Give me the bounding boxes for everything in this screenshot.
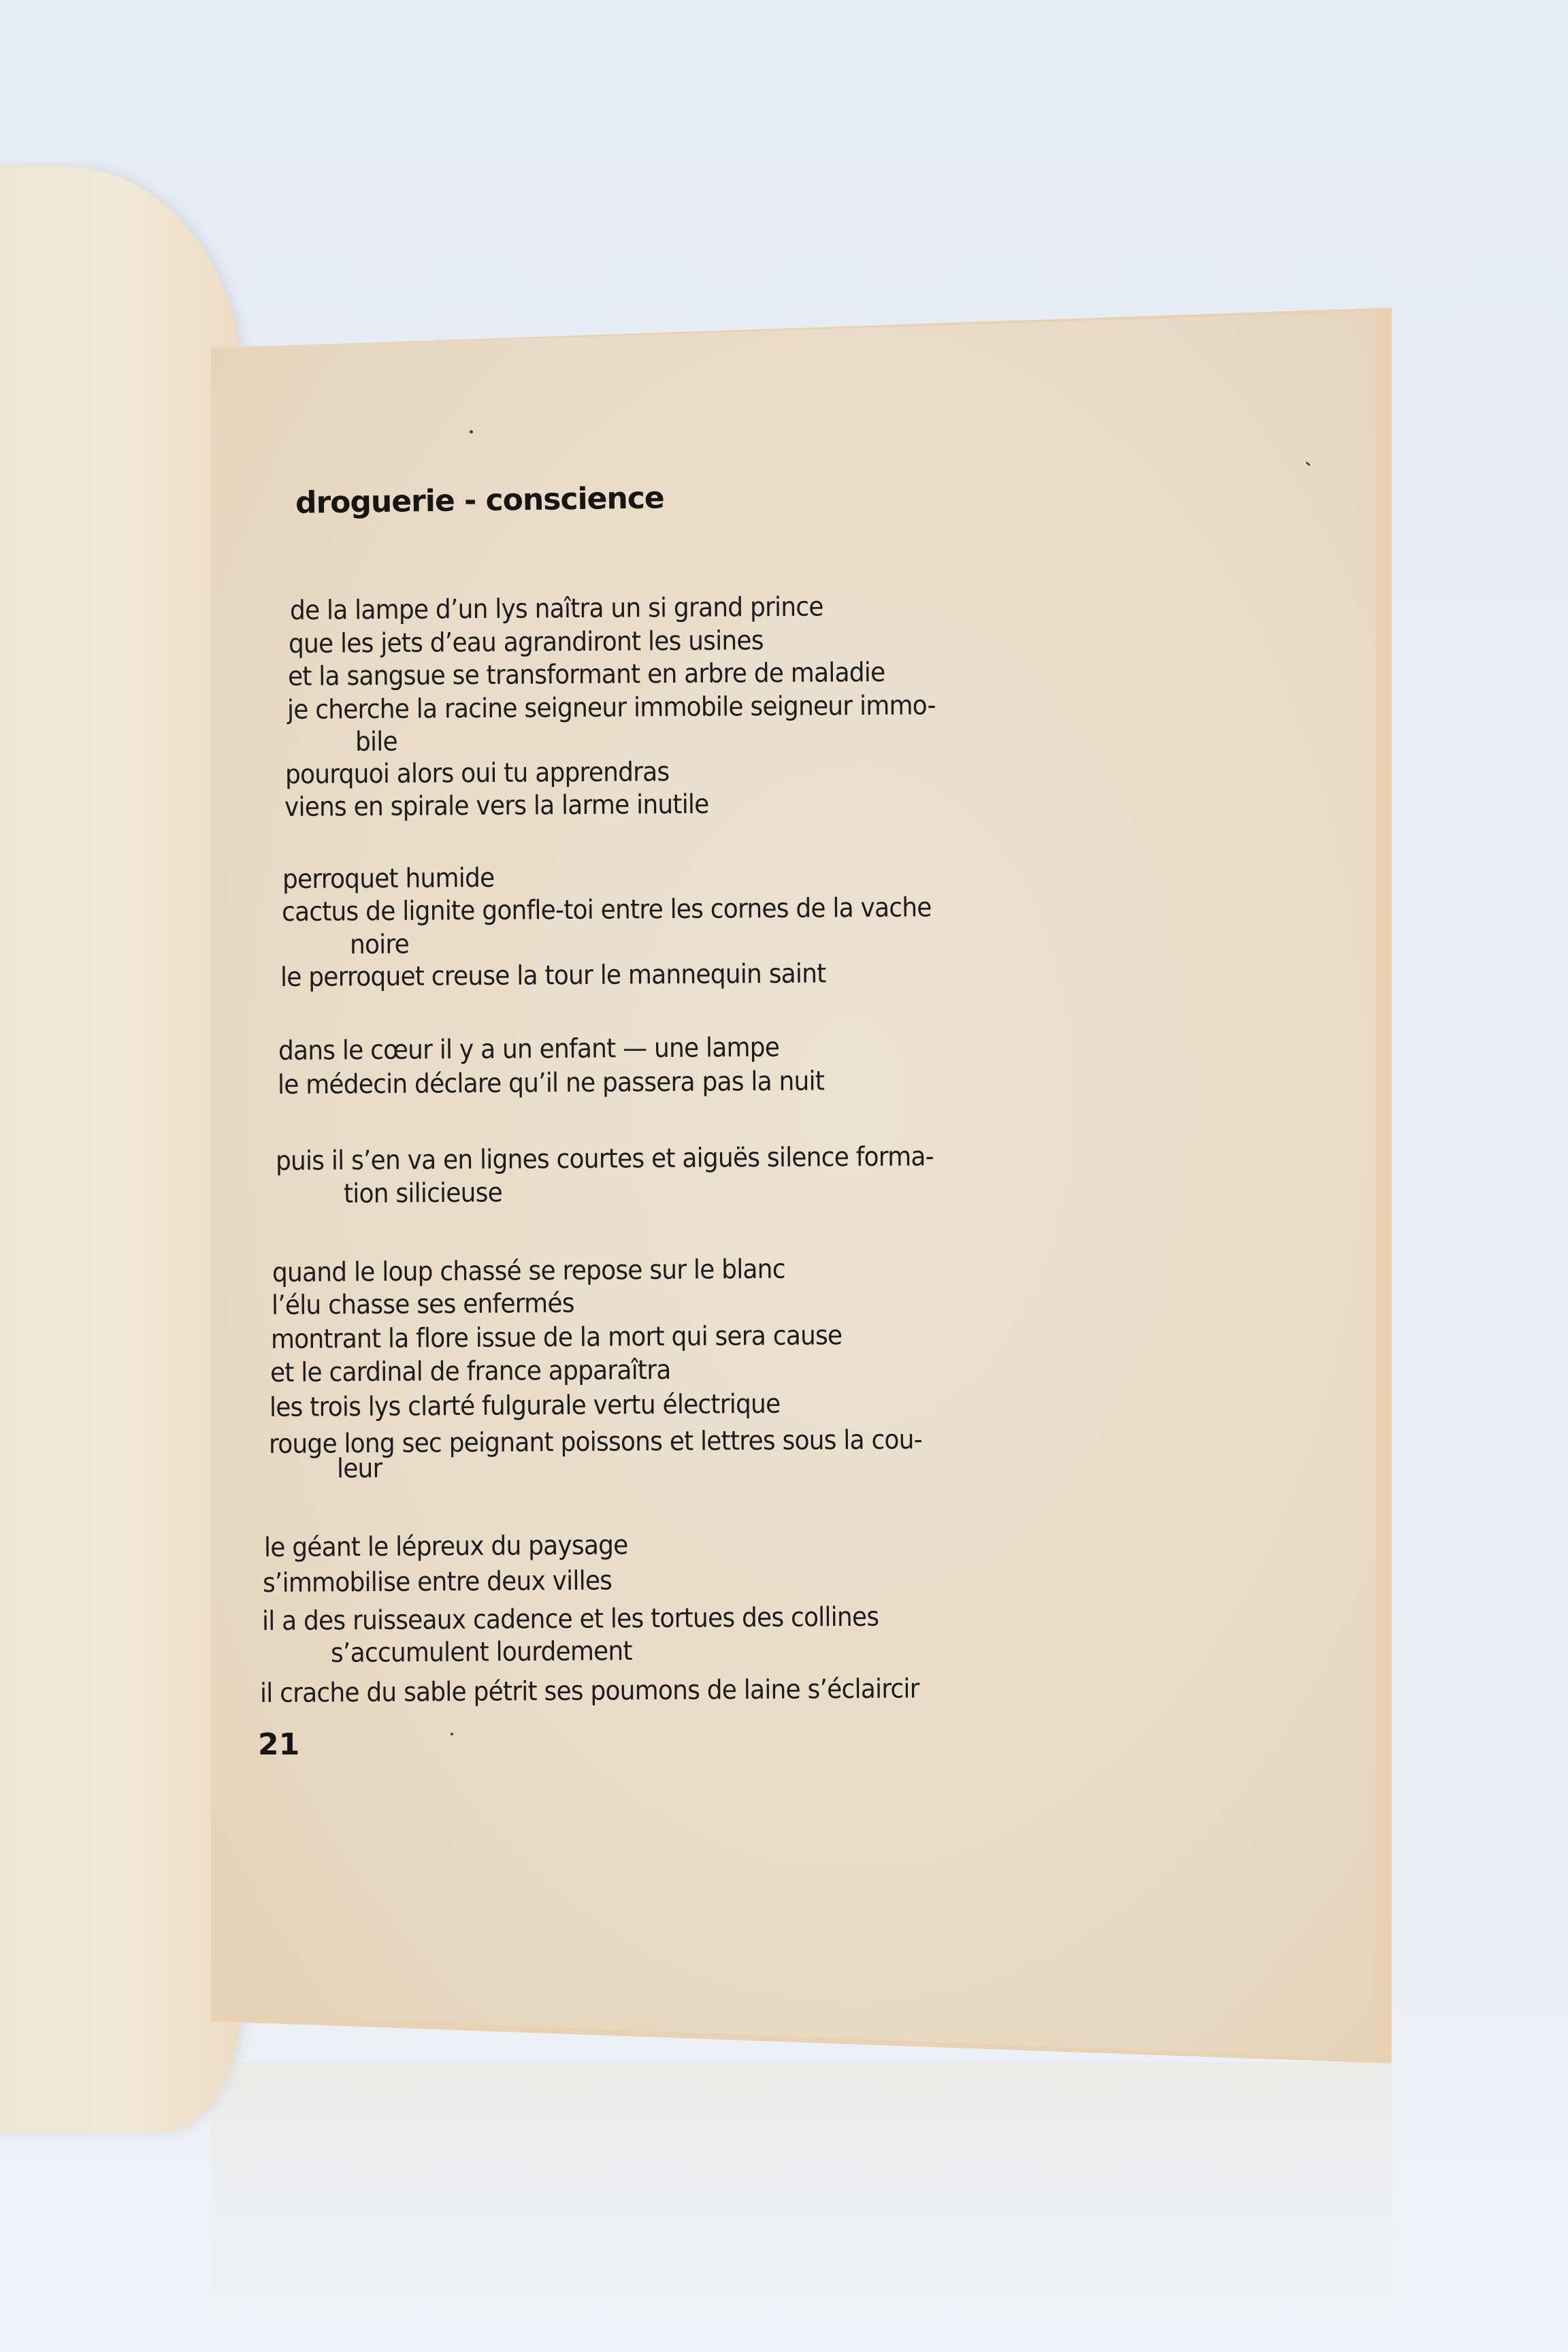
poem-line: il a des ruisseaux cadence et les tortues des collines <box>261 1601 879 1637</box>
paper-speck <box>1305 461 1311 466</box>
poem-line: tion silicieuse <box>343 1177 503 1209</box>
poem-line: le perroquet creuse la tour le mannequin saint <box>280 958 826 993</box>
poem-line: perroquet humide <box>282 862 495 895</box>
poem-line: de la lampe d’un lys naîtra un si grand prince <box>289 591 823 626</box>
poem-line: que les jets d’eau agrandiront les usines <box>288 625 764 659</box>
poem-line: s’immobilise entre deux villes <box>262 1565 612 1599</box>
paper-speck <box>451 1733 453 1735</box>
poem-line: rouge long sec peignant poissons et lettres sous la cou- <box>268 1424 923 1460</box>
poem-line: le médecin déclare qu’il ne passera pas la nuit <box>277 1066 825 1100</box>
poem-line: les trois lys clarté fulgurale vertu électrique <box>269 1388 781 1423</box>
paper-speck <box>470 430 473 434</box>
poem-line: viens en spirale vers la larme inutile <box>284 789 709 823</box>
poem-line: montrant la flore issue de la mort qui sera cause <box>270 1320 843 1355</box>
poem-line: dans le cœur il y a un enfant — une lampe <box>278 1032 780 1066</box>
poem-line: leur <box>336 1453 382 1484</box>
poem-line: le géant le lépreux du paysage <box>263 1530 628 1563</box>
poem-line: et le cardinal de france apparaîtra <box>270 1354 671 1388</box>
poem-line: puis il s’en va en lignes courtes et aiguës silence forma- <box>275 1141 934 1177</box>
poem-line: et la sangsue se transformant en arbre de maladie <box>287 657 885 692</box>
poem-title: droguerie - conscience <box>295 480 665 521</box>
poem-line: pourquoi alors oui tu apprendras <box>284 757 670 790</box>
poem-line: l’élu chasse ses enfermés <box>271 1288 574 1321</box>
poem-line: noire <box>349 929 410 960</box>
poem-line: cactus de lignite gonfle-toi entre les cornes de la vache <box>281 892 932 928</box>
poem-line: s’accumulent lourdement <box>330 1635 632 1669</box>
poem-line: bile <box>355 726 398 757</box>
poem-line: je cherche la racine seigneur immobile seigneur immo- <box>287 690 936 725</box>
page-number: 21 <box>258 1727 300 1762</box>
poem-line: quand le loup chassé se repose sur le blanc <box>272 1254 785 1288</box>
poem-line: il crache du sable pétrit ses poumons de laine s’éclaircir <box>259 1673 919 1709</box>
